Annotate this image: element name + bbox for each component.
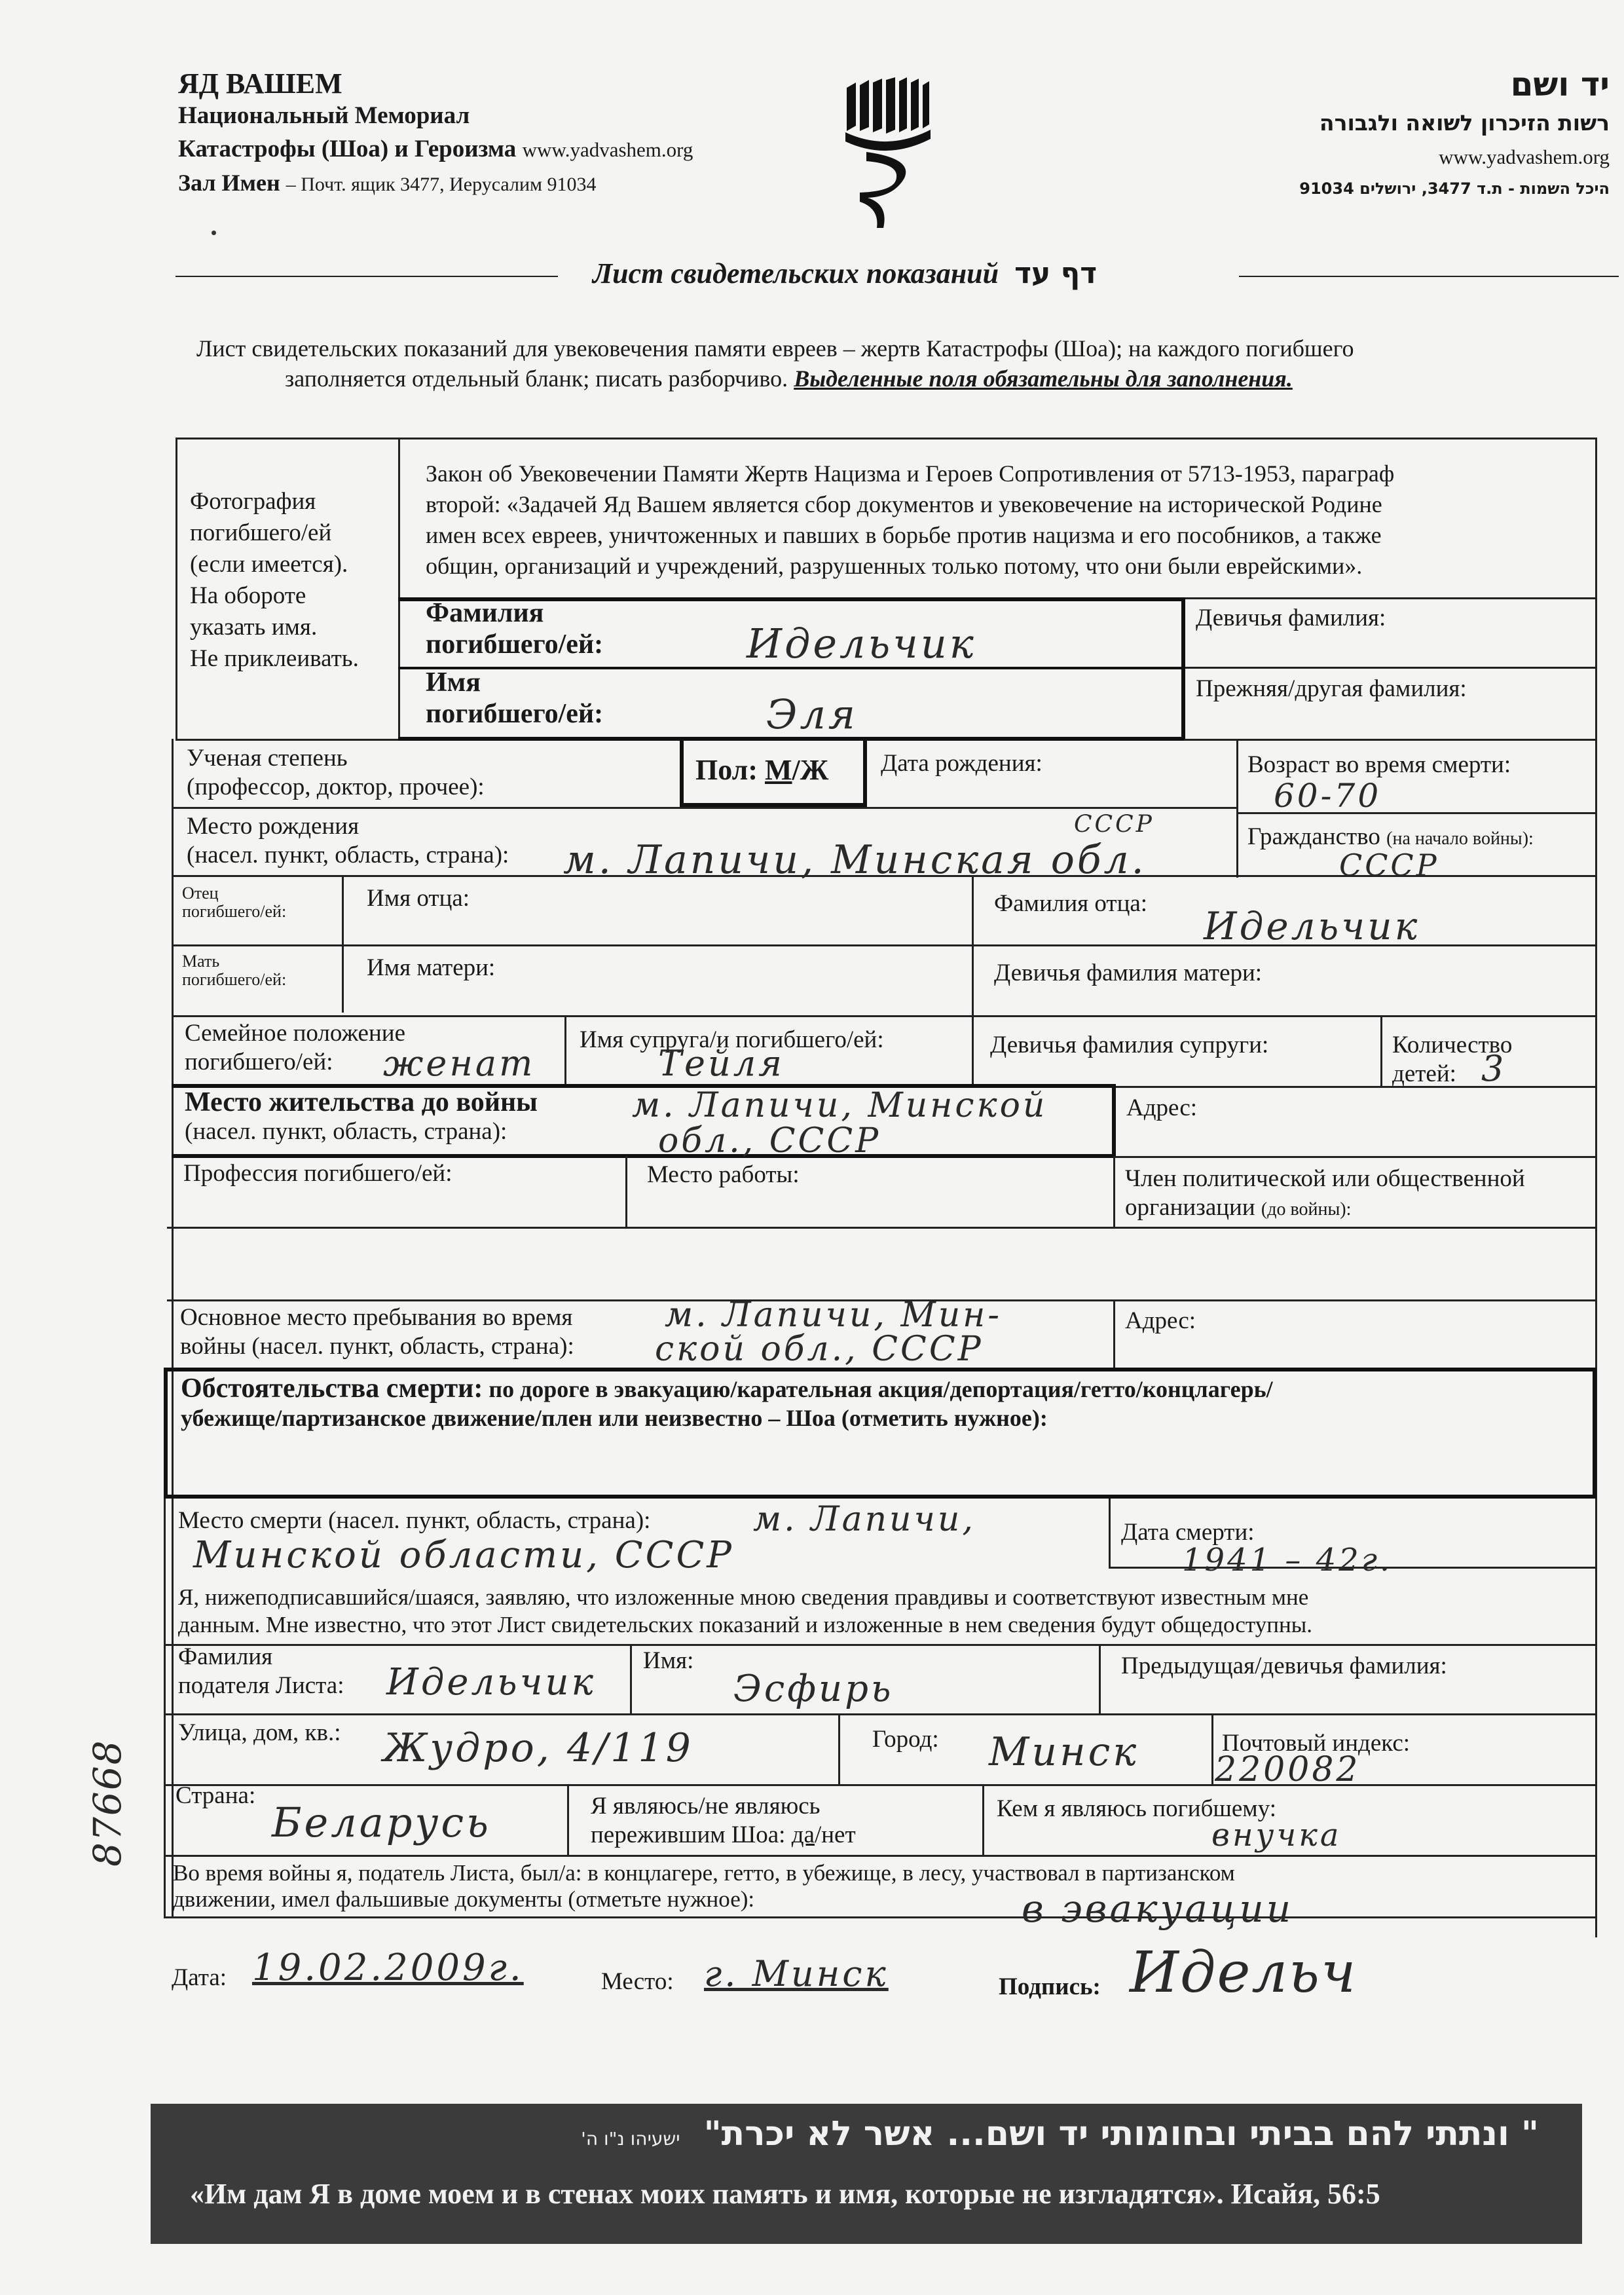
intro-line-2 bbox=[285, 364, 1293, 393]
death-place-value-2[interactable]: Минской области, СССР bbox=[193, 1534, 734, 1577]
birthplace-label-1: Место рождения bbox=[187, 813, 360, 840]
residence-value-1[interactable]: м. Лапичи, Минской bbox=[632, 1086, 1048, 1125]
declaration bbox=[178, 1584, 1312, 1639]
footer-hebrew-quote bbox=[581, 2114, 1539, 2154]
member-label-1: Член политической или общественной bbox=[1125, 1165, 1525, 1192]
victim-name-value[interactable]: Эля bbox=[766, 690, 858, 738]
age-label: Возраст во время смерти: bbox=[1247, 751, 1511, 778]
website-left: www.yadvashem.org bbox=[522, 138, 693, 161]
mother-side-1: Мать bbox=[182, 952, 220, 971]
city-value[interactable]: Минск bbox=[989, 1729, 1139, 1775]
war-status-value[interactable]: в эвакуации bbox=[1022, 1886, 1294, 1931]
death-date-label: Дата смерти: bbox=[1121, 1519, 1255, 1546]
wartime-value-2[interactable]: ской обл., СССР bbox=[655, 1330, 984, 1369]
street-label: Улица, дом, кв.: bbox=[178, 1719, 341, 1746]
signature-value[interactable]: Идельч bbox=[1130, 1940, 1357, 2006]
photo-line-1: Фотография bbox=[190, 488, 316, 515]
form-title-russian: Лист свидетельских показаний bbox=[593, 257, 999, 289]
residence-label-1: Место жительства до войны bbox=[185, 1087, 538, 1117]
survivor-yes[interactable]: да bbox=[791, 1821, 815, 1848]
sex-field[interactable] bbox=[695, 753, 828, 787]
photo-line-2: погибшего/ей bbox=[190, 519, 332, 546]
survivor-label-2: пережившим Шоа: bbox=[591, 1821, 786, 1848]
photo-line-5: указать имя. bbox=[190, 614, 318, 641]
children-label-2: детей: bbox=[1392, 1060, 1456, 1087]
birthplace-value[interactable]: м. Лапичи, Минская обл. bbox=[563, 837, 1147, 883]
relation-value[interactable]: внучка bbox=[1211, 1817, 1342, 1854]
sex-label: Пол: bbox=[695, 754, 758, 786]
declaration-line-2: данным. Мне известно, что этот Лист свидетельских показаний и изложенные в нем сведения будут общедоступны. bbox=[178, 1612, 1312, 1637]
spouse-label: Имя супруга/и погибшего/ей: bbox=[580, 1026, 884, 1053]
submitter-surname-value[interactable]: Идельчик bbox=[386, 1661, 596, 1704]
submitter-surname-label-2: подателя Листа: bbox=[178, 1672, 344, 1699]
degree-label bbox=[187, 744, 485, 802]
mother-name-label: Имя матери: bbox=[367, 954, 496, 981]
war-status-line-2: движении, имел фальшивые документы (отметьте нужное): bbox=[173, 1886, 755, 1912]
spouse-value[interactable]: Тейля bbox=[658, 1043, 784, 1084]
victim-surname-label bbox=[426, 597, 603, 660]
mother-side-2: погибшего/ей: bbox=[182, 970, 287, 989]
father-side-1: Отец bbox=[182, 884, 219, 903]
birthplace-label-2: (насел. пункт, область, страна): bbox=[187, 842, 509, 868]
mother-maiden-label: Девичья фамилия матери: bbox=[994, 960, 1263, 986]
intro-line-2-text: заполняется отдельный бланк; писать разборчиво. bbox=[285, 365, 788, 392]
wartime-label-1: Основное место пребывания во время bbox=[180, 1304, 573, 1331]
form-title-hebrew: דף עד bbox=[1014, 257, 1098, 290]
birthplace-country-value[interactable]: СССР bbox=[1074, 811, 1154, 838]
wartime-value-1[interactable]: м. Лапичи, Мин- bbox=[665, 1296, 1002, 1335]
death-date-value[interactable]: 1941 – 42г. bbox=[1182, 1542, 1393, 1578]
mother-side-label bbox=[182, 952, 286, 989]
footer-banner bbox=[151, 2104, 1582, 2244]
sex-female[interactable]: /Ж bbox=[792, 754, 829, 786]
declaration-line-1: Я, нижеподписавшийся/шаяся, заявляю, что изложенные мною сведения правдивы и соответствуют известным мне bbox=[178, 1584, 1309, 1610]
member-label bbox=[1125, 1165, 1525, 1222]
date-label: Дата: bbox=[172, 1964, 227, 1991]
citizenship-sub: (на начало войны): bbox=[1386, 829, 1534, 849]
submitter-surname-label bbox=[178, 1643, 344, 1700]
submitter-name-value[interactable]: Эсфирь bbox=[733, 1668, 894, 1710]
dot-mark bbox=[212, 231, 216, 235]
dob-label: Дата рождения: bbox=[881, 750, 1043, 777]
submitter-prev-surname-label: Предыдущая/девичья фамилия: bbox=[1121, 1652, 1447, 1679]
form-title bbox=[593, 257, 1097, 290]
photo-line-4: На обороте bbox=[190, 582, 306, 609]
degree-label-2: (профессор, доктор, прочее): bbox=[187, 774, 485, 800]
yad-vashem-logo-icon bbox=[841, 73, 933, 231]
death-place-label: Место смерти (насел. пункт, область, страна): bbox=[178, 1507, 651, 1534]
father-surname-value[interactable]: Идельчик bbox=[1204, 904, 1420, 948]
death-circ-line-2[interactable]: убежище/партизанское движение/плен или неизвестно – Шоа (отметить нужное): bbox=[181, 1405, 1048, 1431]
date-value[interactable]: 19.02.2009г. bbox=[252, 1947, 524, 1989]
father-surname-label: Фамилия отца: bbox=[994, 890, 1148, 917]
father-side-2: погибшего/ей: bbox=[182, 902, 287, 921]
residence-value-2[interactable]: обл., СССР bbox=[658, 1121, 881, 1161]
law-line-1: Закон об Увековечении Памяти Жертв Нацизма и Героев Сопротивления от 5713-1953, параграф bbox=[426, 460, 1395, 487]
victim-name-label bbox=[426, 667, 603, 730]
marital-label bbox=[185, 1019, 405, 1077]
hebrew-address: היכל השמות - ת.ד 3477, ירושלים 91034 bbox=[1299, 179, 1610, 198]
hall-address: – Почт. ящик 3477, Иерусалим 91034 bbox=[286, 174, 597, 195]
death-circ-line-1[interactable]: по дороге в эвакуацию/карательная акция/депортация/гетто/концлагерь/ bbox=[489, 1376, 1273, 1402]
citizenship-value[interactable]: СССР bbox=[1339, 848, 1439, 883]
law-line-3: имен всех евреев, уничтоженных и павших в борьбе против нацизма и его пособников, а также bbox=[426, 522, 1382, 548]
spouse-maiden-label: Девичья фамилия супруги: bbox=[990, 1032, 1269, 1058]
children-label-1: Количество bbox=[1392, 1032, 1513, 1058]
place-label: Место: bbox=[601, 1968, 674, 1995]
member-label-2: организации bbox=[1125, 1194, 1255, 1221]
birthplace-label bbox=[187, 812, 509, 870]
survivor-label bbox=[591, 1792, 856, 1850]
zip-value[interactable]: 220082 bbox=[1215, 1750, 1361, 1789]
residence-address-label: Адрес: bbox=[1126, 1094, 1198, 1121]
residence-label-2: (насел. пункт, область, страна): bbox=[185, 1118, 507, 1145]
death-place-value-1[interactable]: м. Лапичи, bbox=[753, 1500, 976, 1539]
footer-russian-quote: «Им дам Я в доме моем и в стенах моих память и имя, которые не изгладятся». Исайя, 56:5 bbox=[190, 2178, 1380, 2210]
victim-name-label-1: Имя bbox=[426, 667, 481, 698]
hall-label: Зал Имен bbox=[178, 170, 280, 196]
age-value[interactable]: 60-70 bbox=[1274, 777, 1382, 815]
sex-male[interactable]: М bbox=[764, 754, 792, 786]
victim-surname-value[interactable]: Идельчик bbox=[747, 620, 976, 667]
children-value[interactable]: 3 bbox=[1481, 1048, 1507, 1089]
survivor-no[interactable]: /нет bbox=[814, 1821, 856, 1848]
photo-instructions bbox=[190, 486, 359, 675]
relation-label: Кем я являюсь погибшему: bbox=[997, 1795, 1277, 1822]
death-circumstances bbox=[181, 1374, 1273, 1432]
workplace-label: Место работы: bbox=[647, 1161, 800, 1188]
father-name-label: Имя отца: bbox=[367, 885, 470, 912]
street-value[interactable]: Жудро, 4/119 bbox=[383, 1725, 693, 1771]
website-right: www.yadvashem.org bbox=[1439, 145, 1610, 168]
intro-mandatory-note: Выделенные поля обязательны для заполнения. bbox=[794, 365, 1293, 392]
degree-label-1: Ученая степень bbox=[187, 745, 348, 772]
profession-label: Профессия погибшего/ей: bbox=[183, 1160, 452, 1187]
photo-line-3: (если имеется). bbox=[190, 551, 348, 578]
residence-label bbox=[185, 1087, 538, 1146]
org-line-2: Национальный Мемориал bbox=[178, 102, 470, 129]
intro-line-1: Лист свидетельских показаний для увековечения памяти евреев – жертв Катастрофы (Шоа); на каждого погибшего bbox=[196, 335, 1354, 362]
submitter-surname-label-1: Фамилия bbox=[178, 1643, 273, 1670]
death-circ-label: Обстоятельства смерти: bbox=[181, 1373, 483, 1404]
country-value[interactable]: Беларусь bbox=[272, 1799, 491, 1846]
footer-hebrew-text: " ונתתי להם בביתי ובחומותי יד ושם... אשר לא יכרת" bbox=[703, 2114, 1539, 2154]
wartime-label bbox=[180, 1303, 574, 1361]
zip-label: Почтовый индекс: bbox=[1222, 1730, 1411, 1757]
victim-name-label-2: погибшего/ей: bbox=[426, 699, 604, 729]
org-name: ЯД ВАШЕМ bbox=[178, 67, 342, 100]
signature-label: Подпись: bbox=[999, 1973, 1101, 2000]
marital-label-1: Семейное положение bbox=[185, 1020, 405, 1047]
hall-of-names bbox=[178, 169, 596, 196]
victim-surname-label-2: погибшего/ей: bbox=[426, 629, 604, 660]
survivor-label-1: Я являюсь/не являюсь bbox=[591, 1793, 821, 1819]
law-line-4: общин, организаций и учреждений, разрушенных только потому, что они были еврейскими». bbox=[426, 553, 1363, 579]
title-rule-left bbox=[175, 276, 558, 277]
city-label: Город: bbox=[872, 1726, 939, 1753]
marital-value[interactable]: женат bbox=[383, 1043, 536, 1084]
place-value[interactable]: г. Минск bbox=[704, 1953, 889, 1994]
father-side-label bbox=[182, 884, 286, 921]
marital-label-2: погибшего/ей: bbox=[185, 1049, 333, 1075]
org-line-3-text: Катастрофы (Шоа) и Героизма bbox=[178, 136, 517, 162]
law-text bbox=[426, 458, 1394, 582]
war-status-line-1: Во время войны я, податель Листа, был/а: в концлагере, гетто, в убежище, в лесу, участвовал в партизанском bbox=[173, 1860, 1235, 1886]
member-sub: (до войны): bbox=[1261, 1199, 1352, 1220]
wartime-label-2: войны (насел. пункт, область, страна): bbox=[180, 1333, 574, 1360]
victim-surname-label-1: Фамилия bbox=[426, 598, 544, 628]
country-label: Страна: bbox=[175, 1782, 256, 1809]
law-line-2: второй: «Задачей Яд Вашем является сбор документов и увековечение на исторической Родине bbox=[426, 491, 1382, 517]
other-surname-label: Прежняя/другая фамилия: bbox=[1196, 675, 1467, 702]
hebrew-subtitle: רשות הזיכרון לשואה ולגבורה bbox=[1319, 110, 1610, 136]
maiden-name-label: Девичья фамилия: bbox=[1196, 605, 1386, 631]
wartime-address-label: Адрес: bbox=[1125, 1307, 1196, 1334]
footer-hebrew-ref: ישעיהו נ"ו ה' bbox=[581, 2128, 680, 2150]
title-rule-right bbox=[1239, 276, 1619, 277]
photo-line-6: Не приклеивать. bbox=[190, 645, 359, 672]
citizenship-label-text: Гражданство bbox=[1247, 823, 1380, 850]
submitter-name-label: Имя: bbox=[643, 1647, 694, 1674]
archive-number: 87668 bbox=[85, 1739, 130, 1867]
org-line-3 bbox=[178, 135, 693, 163]
hebrew-title: יד ושם bbox=[1510, 65, 1610, 103]
